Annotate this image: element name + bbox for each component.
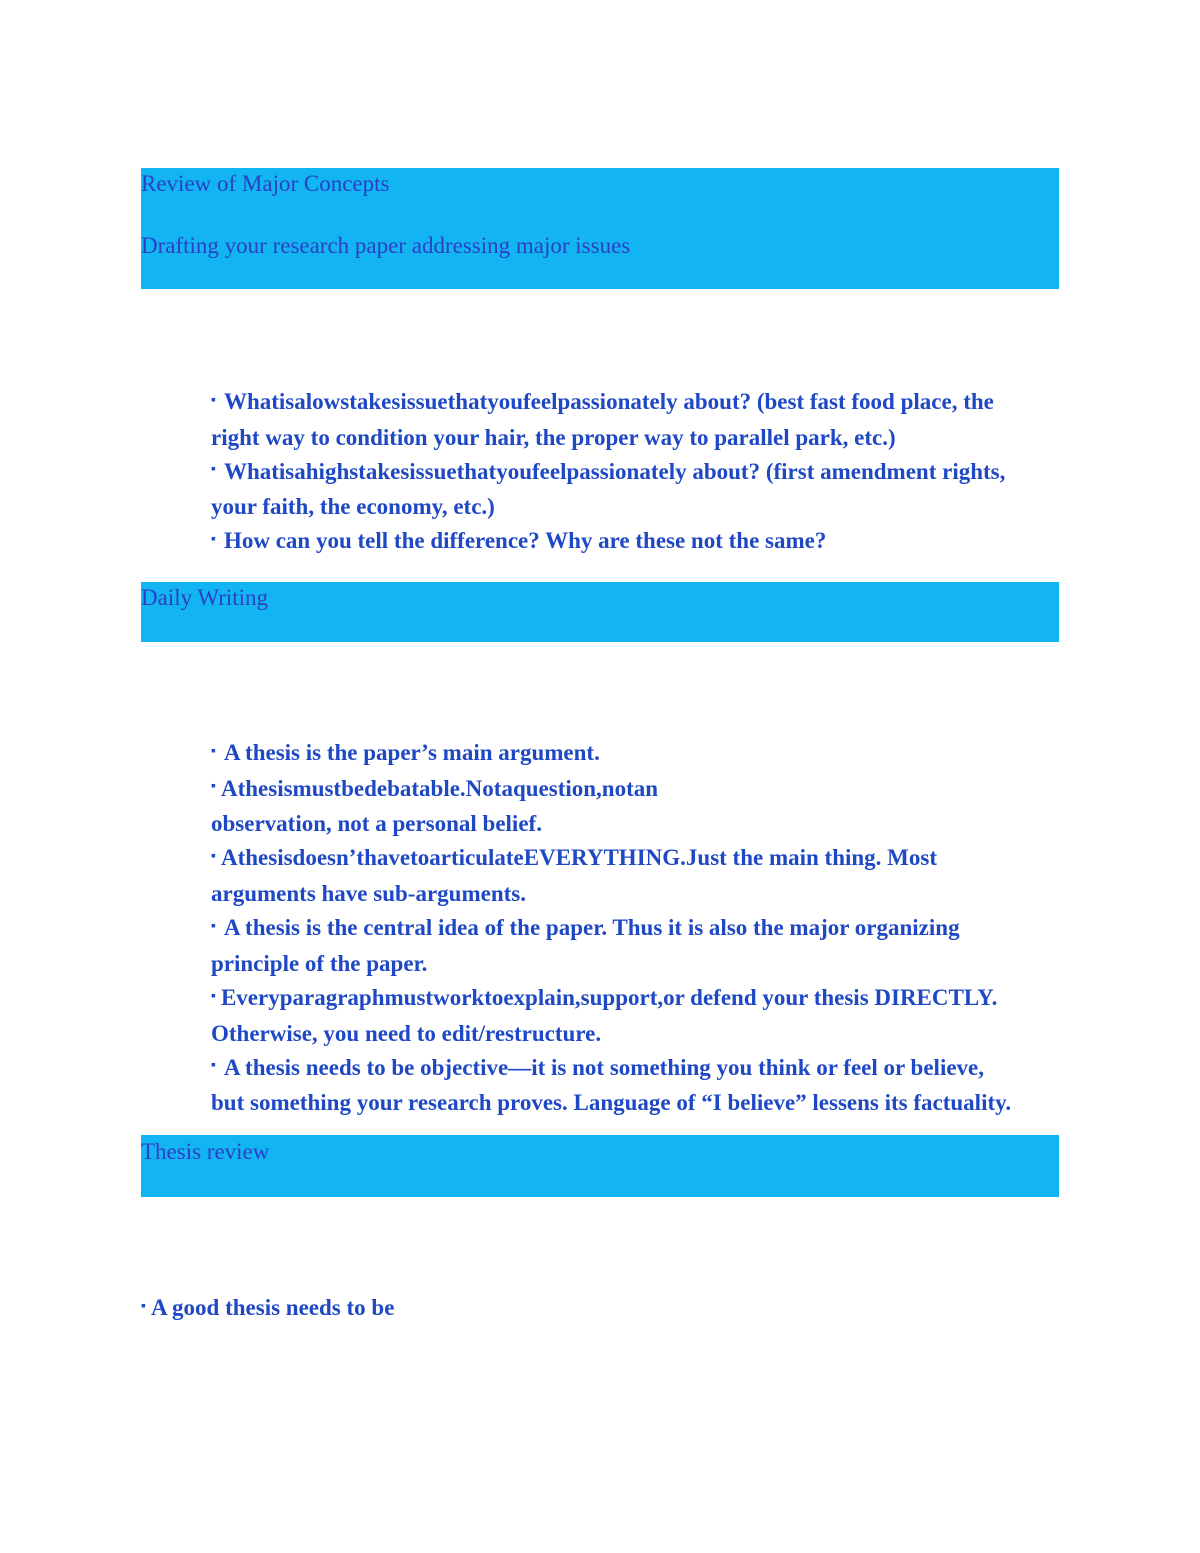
section-header-review [141,168,1059,289]
list-item: ▪ A thesis needs to be objective—it is not something you think or feel or believe, [211,1051,1011,1087]
section-title-daily-writing: Daily Writing [141,585,269,610]
bullet-icon: ▪ [211,779,216,795]
bullet-icon: ▪ [211,918,216,934]
bullet-icon: ▪ [211,462,216,478]
list-item-continuation: observation, not a personal belief. [211,811,542,837]
list-item-continuation: right way to condition your hair, the proper way to parallel park, etc.) [211,424,896,450]
list-item: ▪ A thesis is the paper’s main argument. [211,736,1011,772]
section-header-thesis-review [141,1135,1059,1197]
bullet-icon: ▪ [211,392,216,408]
list-item: ▪ Athesismustbedebatable.Notaquestion,notan [211,772,1011,808]
thesis-review-list [141,1291,394,1327]
list-item: ▪ Whatisahighstakesissuethatyoufeelpassionately about? (first amendment rights, [211,455,1005,491]
list-item-continuation: but something your research proves. Language of “I believe” lessens its factuality. [211,1090,1012,1116]
list-item-continuation: Otherwise, you need to edit/restructure. [211,1020,602,1046]
bullet-icon: ▪ [211,743,216,759]
section-title-thesis-review: Thesis review [141,1139,270,1164]
list-item: ▪ A good thesis needs to be [141,1291,394,1327]
stakes-question-list [211,385,1005,560]
bullet-icon: ▪ [141,1298,146,1314]
list-item: ▪ Whatisalowstakesissuethatyoufeelpassionately about? (best fast food place, the [211,385,1005,421]
thesis-points-list [211,736,1011,1120]
bullet-icon: ▪ [211,1058,216,1074]
list-item: ▪ How can you tell the difference? Why are these not the same? [211,524,1005,560]
list-item: ▪ A thesis is the central idea of the paper. Thus it is also the major organizing [211,911,1011,947]
section-title-review: Review of Major Concepts [141,171,390,196]
bullet-icon: ▪ [211,988,216,1004]
section-header-daily-writing [141,582,1059,642]
bullet-icon: ▪ [211,849,216,865]
bullet-icon: ▪ [211,532,216,548]
list-item-continuation: principle of the paper. [211,950,428,976]
list-item: ▪ Athesisdoesn’thavetoarticulateEVERYTHING.Just the main thing. Most [211,841,1011,877]
section-subtitle-drafting: Drafting your research paper addressing major issues [141,233,631,258]
list-item-continuation: your faith, the economy, etc.) [211,494,495,520]
list-item-continuation: arguments have sub-arguments. [211,881,526,907]
list-item: ▪ Everyparagraphmustworktoexplain,support,or defend your thesis DIRECTLY. [211,981,1011,1017]
